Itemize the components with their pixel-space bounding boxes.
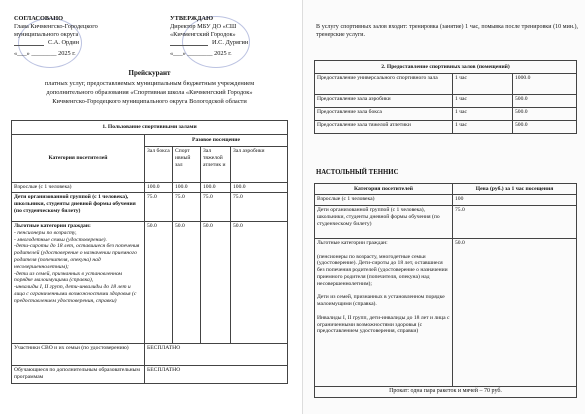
table-row [315, 206, 577, 239]
tennis-price: 50.0 [453, 239, 577, 387]
row-value: 75.0 [201, 193, 231, 222]
row-category: Участники СВО и их семьи (по удостоверению) [12, 344, 145, 366]
intro-text: В услугу спортивных залов входит: тренировка (занятие) 1 час, помывка после тренировки (10 мин.), тренерские услуги. [316, 24, 578, 38]
tennis-price: 100 [453, 195, 577, 206]
row-value: 75.0 [145, 193, 173, 222]
approve-right-signer: И.С. Дурягин [212, 39, 249, 46]
table1-group-header: Разовое посещение [145, 135, 288, 147]
table-row [315, 239, 577, 387]
halls-table [11, 120, 288, 384]
row-category: Обучающиеся по дополнительным образовательным программам [12, 366, 145, 384]
tennis-table [314, 183, 577, 398]
table-row [315, 74, 577, 95]
approve-left-signer: С.А. Ордин [48, 39, 80, 46]
room-price: 500.0 [513, 95, 577, 108]
tennis-price: 75.0 [453, 206, 577, 239]
approve-left-date: «___» ________ 2025 г. [14, 50, 76, 57]
room-name: Предоставление универсального спортивного зала [315, 74, 453, 95]
table-row [315, 121, 577, 134]
room-name: Предоставление зала аэробики [315, 95, 453, 108]
document-subtitle: платных услуг, предоставляемых муниципальным бюджетным учреждением дополнительного образования «Спортивная школа «Кичменгский Городок» Кичменгско-Городецкого муниципального округа Вологодской области [44, 80, 255, 105]
approve-left-heading: СОГЛАСОВАНО [14, 15, 64, 22]
table3-col-price: Цена (руб.) за 1 час посещения [453, 184, 577, 195]
row-value: 100.0 [231, 183, 288, 193]
room-period: 1 час [453, 95, 513, 108]
table-row [12, 222, 288, 344]
room-price: 500.0 [513, 108, 577, 121]
approve-right-date: «___» ________ 2025 г. [170, 50, 232, 57]
row-value: 100.0 [145, 183, 173, 193]
approve-left-lines: Глава Кичменгско-Городецкого муниципального округа [14, 23, 98, 38]
row-free: БЕСПЛАТНО [145, 344, 288, 366]
row-category-details: - пенсионеры по возрасту, - многодетные семьи (удостоверение). -дети-сироты до 18 лет, оставшиеся без попечения родителей (удостоверение о назначении приемного родителя (попечителя, опекуна) над несовершеннолетним); -дети из семей, признанных в установленном порядке малоимущими (справка), -инвалиды I, II групп, дети-инвалиды до 18 лет и лица с ограниченными возможностями здоровья (с предоставлением удостоверения, справки) [14, 229, 140, 304]
row-value: 50.0 [201, 222, 231, 344]
tennis-title: НАСТОЛЬНЫЙ ТЕННИС [316, 169, 399, 176]
room-period: 1 час [453, 121, 513, 134]
table1-col-sport: Спорт ивный зал [173, 147, 201, 183]
table2-section: 2. Предоставление спортивных залов (помещений) [315, 61, 577, 74]
table-row [315, 108, 577, 121]
row-category [12, 222, 145, 344]
room-name: Предоставление зала бокса [315, 108, 453, 121]
tennis-category: Льготные категории граждан: (пенсионеры по возрасту, многодетные семьи (удостоверение). Дети-сироты до 18 лет, оставшиеся без попечения родителей (удостоверение о назначении приемного родителя (попечителя, опекуна) над несовершеннолетним); Дети из семей, признанных в установленном порядке малоимущими (справка). Инвалиды I, II групп, дети-инвалиды до 18 лет и лица с ограниченными возможностями здоровья (с предоставлением удостоверения, справки) [315, 239, 453, 387]
row-value: 100.0 [201, 183, 231, 193]
table1-col-category: Категория посетителей [12, 135, 145, 183]
approve-right-heading: УТВЕРЖДАЮ [170, 15, 214, 22]
table-row [12, 344, 288, 366]
table-row [12, 366, 288, 384]
table-row [315, 195, 577, 206]
table3-col-category: Категория посетителей [315, 184, 453, 195]
approve-right-lines: Директор МБУ ДО «СШ «Кичменгский Городок» [170, 23, 237, 38]
right-page [302, 0, 585, 414]
row-value: 75.0 [173, 193, 201, 222]
row-category: Дети организованной группой (с 1 человека), школьники, студенты дневной формы обучения (по студенческому билету) [12, 193, 145, 222]
table1-col-weightlifting: Зал тяжелой атлетик и [201, 147, 231, 183]
room-period: 1 час [453, 74, 513, 95]
room-price: 1000.0 [513, 74, 577, 95]
room-period: 1 час [453, 108, 513, 121]
tennis-category: Дети организованной группой (с 1 человека), школьники, студенты дневной формы обучения (по студенческому билету) [315, 206, 453, 239]
row-value: 100.0 [173, 183, 201, 193]
table-row [12, 193, 288, 222]
room-price: 500.0 [513, 121, 577, 134]
row-category: Взрослые (с 1 человека) [12, 183, 145, 193]
row-category-title: Льготные категории граждан: [14, 223, 91, 229]
signature-line-left [14, 45, 44, 46]
rental-footer: Прокат: одна пара ракеток и мячей – 70 руб. [315, 387, 577, 398]
signature-line-right [170, 45, 208, 46]
room-name: Предоставление зала тяжелой атлетики [315, 121, 453, 134]
rooms-table [314, 60, 577, 134]
table1-col-aerobics: Зал аэробики [231, 147, 288, 183]
row-value: 50.0 [231, 222, 288, 344]
row-value: 50.0 [173, 222, 201, 344]
row-value: 50.0 [145, 222, 173, 344]
row-free: БЕСПЛАТНО [145, 366, 288, 384]
table1-section: 1. Пользование спортивными залами [12, 121, 288, 135]
table-row [315, 95, 577, 108]
table1-col-boxing: Зал бокса [145, 147, 173, 183]
row-value: 75.0 [231, 193, 288, 222]
document-title: Прейскурант [128, 69, 171, 77]
tennis-category: Взрослые (с 1 человека) [315, 195, 453, 206]
table-row [12, 183, 288, 193]
